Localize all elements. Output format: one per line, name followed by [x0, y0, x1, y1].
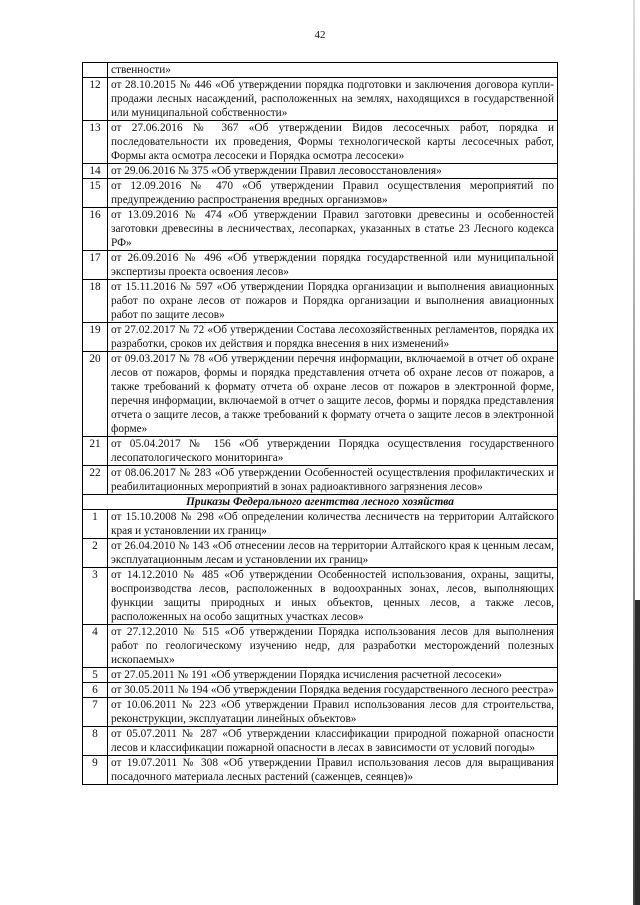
row-number-cell: 9 [83, 756, 108, 785]
table-row [83, 625, 558, 668]
table-row [83, 164, 558, 179]
row-number-cell: 3 [83, 568, 108, 625]
table-row [83, 437, 558, 466]
table-row [83, 121, 558, 164]
row-number-cell: 1 [83, 510, 108, 539]
row-text-cell: от 05.07.2011 № 287 «Об утверждении классификации природной пожарной опасности лесов и классификации пожарной опасности в лесах в зависимости от условий погоды» [108, 727, 558, 756]
table-row [83, 668, 558, 683]
row-text-cell: от 10.06.2011 № 223 «Об утверждении Правил использования лесов для строительства, реконструкции, эксплуатации линейных объектов» [108, 698, 558, 727]
table-row [83, 78, 558, 121]
table-row [83, 323, 558, 352]
row-text-cell: от 14.12.2010 № 485 «Об утверждении Особенностей использования, охраны, защиты, воспроизводства лесов, расположенных в водоохранных зонах, лесов, выполняющих функции защиты природных и иных объектов, ценных лесов, а также лесов, расположенных на особо защитных участках лесов» [108, 568, 558, 625]
row-number-cell: 14 [83, 164, 108, 179]
row-text-cell: от 12.09.2016 № 470 «Об утверждении Правил осуществления мероприятий по предупреждению распространения вредных организмов» [108, 179, 558, 208]
row-text-cell: от 09.03.2017 № 78 «Об утверждении перечня информации, включаемой в отчет об охране лесов от пожаров, формы и порядка представления отчета об охране лесов от пожаров, а также требований к формату отчета об охране лесов от пожаров в электронной форме, перечня информации, включаемой в отчет о защите лесов, формы и порядка представления отчета о защите лесов, а также требований к формату отчета о защите лесов в электронной форме» [108, 352, 558, 437]
row-text-cell: от 26.09.2016 № 496 «Об утверждении порядка государственной или муниципальной экспертизы проекта освоения лесов» [108, 251, 558, 280]
row-text-cell: от 27.06.2016 № 367 «Об утверждении Видов лесосечных работ, порядка и последовательности их проведения, Формы технологической карты лесосечных работ, Формы акта осмотра лесосеки и Порядка осмотра лесосеки» [108, 121, 558, 164]
row-text-cell: от 30.05.2011 № 194 «Об утверждении Порядка ведения государственного лесного реестра» [108, 683, 558, 698]
row-number-cell: 2 [83, 539, 108, 568]
row-number-cell: 20 [83, 352, 108, 437]
row-text-cell: от 15.11.2016 № 597 «Об утверждении Порядка организации и выполнения авиационных работ по охране лесов от пожаров и Порядка организации и выполнения авиационных работ по защите лесов» [108, 280, 558, 323]
row-text-cell: от 27.12.2010 № 515 «Об утверждении Порядка использования лесов для выполнения работ по геологическому изучению недр, для разработки месторождений полезных ископаемых» [108, 625, 558, 668]
row-number-cell: 22 [83, 466, 108, 495]
row-number-cell [83, 63, 108, 78]
row-text-cell: от 19.07.2011 № 308 «Об утверждении Правил использования лесов для выращивания посадочного материала лесных растений (саженцев, сеянцев)» [108, 756, 558, 785]
legal-acts-table [82, 62, 558, 785]
table-row [83, 568, 558, 625]
row-number-cell: 19 [83, 323, 108, 352]
table-row [83, 510, 558, 539]
row-number-cell: 12 [83, 78, 108, 121]
table-row [83, 352, 558, 437]
row-text-cell: от 15.10.2008 № 298 «Об определении количества лесничеств на территории Алтайского края и установлении их границ» [108, 510, 558, 539]
table-row [83, 466, 558, 495]
row-text-cell: от 26.04.2010 № 143 «Об отнесении лесов на территории Алтайского края к ценным лесам, эксплуатационным лесам и установлении их границ» [108, 539, 558, 568]
table-row [83, 251, 558, 280]
row-text-cell: от 28.10.2015 № 446 «Об утверждении порядка подготовки и заключения договора купли-продажи лесных насаждений, расположенных на землях, находящихся в государственной или муниципальной собственности» [108, 78, 558, 121]
row-number-cell: 5 [83, 668, 108, 683]
row-number-cell: 21 [83, 437, 108, 466]
table-row [83, 683, 558, 698]
row-text-cell: от 05.04.2017 № 156 «Об утверждении Порядка осуществления государственного лесопатологического мониторинга» [108, 437, 558, 466]
table-row [83, 727, 558, 756]
scan-edge-dark [635, 600, 640, 905]
row-number-cell: 8 [83, 727, 108, 756]
row-number-cell: 7 [83, 698, 108, 727]
row-text-cell: от 27.05.2011 № 191 «Об утверждении Порядка исчисления расчетной лесосеки» [108, 668, 558, 683]
table-row [83, 179, 558, 208]
row-text-cell: от 13.09.2016 № 474 «Об утверждении Правил заготовки древесины и особенностей заготовки древесины в лесничествах, лесопарках, указанных в статье 23 Лесного кодекса РФ» [108, 208, 558, 251]
table-row [83, 539, 558, 568]
table-row [83, 756, 558, 785]
row-number-cell: 15 [83, 179, 108, 208]
row-number-cell: 18 [83, 280, 108, 323]
page-number: 42 [314, 29, 326, 41]
row-text-cell: от 08.06.2017 № 283 «Об утверждении Особенностей осуществления профилактических и реабилитационных мероприятий в зонах радиоактивного загрязнения лесов» [108, 466, 558, 495]
row-text-cell: от 29.06.2016 № 375 «Об утверждении Правил лесовосстановления» [108, 164, 558, 179]
section-title: Приказы Федерального агентства лесного хозяйства [83, 495, 558, 510]
row-number-cell: 17 [83, 251, 108, 280]
row-text-cell: ственности» [108, 63, 558, 78]
table-row [83, 208, 558, 251]
row-number-cell: 4 [83, 625, 108, 668]
row-text-cell: от 27.02.2017 № 72 «Об утверждении Состава лесохозяйственных регламентов, порядка их разработки, сроков их действия и порядка внесения в них изменений» [108, 323, 558, 352]
row-number-cell: 13 [83, 121, 108, 164]
row-number-cell: 16 [83, 208, 108, 251]
section-header-row [83, 495, 558, 510]
table-row [83, 63, 558, 78]
table-row [83, 698, 558, 727]
row-number-cell: 6 [83, 683, 108, 698]
table-row [83, 280, 558, 323]
